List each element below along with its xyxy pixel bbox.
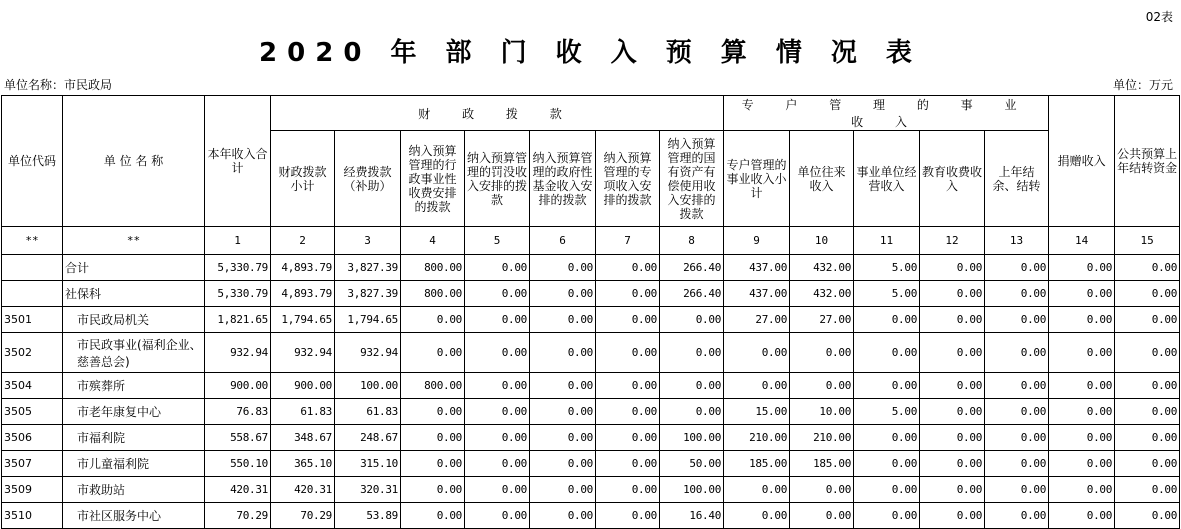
value-cell: 0.00 — [790, 333, 854, 373]
value-cell: 15.00 — [724, 399, 790, 425]
value-cell: 0.00 — [596, 333, 660, 373]
value-cell: 0.00 — [854, 477, 920, 503]
unit-name-cell: 市老年康复中心 — [63, 399, 205, 425]
value-cell: 0.00 — [530, 451, 596, 477]
value-cell: 0.00 — [854, 307, 920, 333]
unit-code-cell: 3506 — [2, 425, 63, 451]
value-cell: 3,827.39 — [335, 281, 401, 307]
value-cell: 0.00 — [724, 477, 790, 503]
unit-name-cell: 合计 — [63, 255, 205, 281]
value-cell: 5.00 — [854, 255, 920, 281]
value-cell: 1,794.65 — [335, 307, 401, 333]
value-cell: 0.00 — [660, 373, 724, 399]
value-cell: 0.00 — [1049, 425, 1115, 451]
value-cell: 0.00 — [596, 255, 660, 281]
value-cell: 0.00 — [1115, 399, 1180, 425]
table-row — [2, 477, 1180, 503]
unit-code-cell: 3510 — [2, 503, 63, 529]
value-cell: 0.00 — [854, 373, 920, 399]
header-fiscal-col: 纳入预算管理的罚没收入安排的拨款 — [465, 131, 530, 227]
header-unit-code: 单位代码 — [2, 96, 63, 227]
value-cell: 0.00 — [596, 425, 660, 451]
value-cell: 315.10 — [335, 451, 401, 477]
header-carryover: 公共预算上年结转资金 — [1115, 96, 1180, 227]
value-cell: 800.00 — [401, 255, 465, 281]
value-cell: 0.00 — [790, 503, 854, 529]
value-cell: 432.00 — [790, 255, 854, 281]
value-cell: 0.00 — [920, 255, 985, 281]
header-special-col: 事业单位经营收入 — [854, 131, 920, 227]
value-cell: 27.00 — [724, 307, 790, 333]
value-cell: 5,330.79 — [205, 255, 271, 281]
index-cell: 1 — [205, 227, 271, 255]
unit-name-cell: 市殡葬所 — [63, 373, 205, 399]
index-cell: ** — [63, 227, 205, 255]
unit-code-cell: 3509 — [2, 477, 63, 503]
header-total-income: 本年收入合计 — [205, 96, 271, 227]
value-cell: 0.00 — [920, 281, 985, 307]
value-cell: 0.00 — [920, 451, 985, 477]
value-cell: 0.00 — [660, 307, 724, 333]
value-cell: 420.31 — [205, 477, 271, 503]
header-donation: 捐赠收入 — [1049, 96, 1115, 227]
table-row — [2, 307, 1180, 333]
unit-name-cell: 市儿童福利院 — [63, 451, 205, 477]
value-cell: 0.00 — [465, 281, 530, 307]
value-cell: 100.00 — [660, 477, 724, 503]
value-cell: 0.00 — [1049, 255, 1115, 281]
value-cell: 0.00 — [660, 333, 724, 373]
table-row — [2, 451, 1180, 477]
header-fiscal-col: 纳入预算管理的行政事业性收费安排的拨款 — [401, 131, 465, 227]
value-cell: 0.00 — [790, 373, 854, 399]
value-cell: 420.31 — [271, 477, 335, 503]
table-row — [2, 281, 1180, 307]
value-cell: 0.00 — [1115, 477, 1180, 503]
value-cell: 0.00 — [465, 503, 530, 529]
column-index-row — [2, 227, 1180, 255]
value-cell: 0.00 — [401, 333, 465, 373]
value-cell: 800.00 — [401, 281, 465, 307]
value-cell: 0.00 — [1049, 373, 1115, 399]
value-cell: 900.00 — [205, 373, 271, 399]
value-cell: 50.00 — [660, 451, 724, 477]
value-cell: 0.00 — [920, 399, 985, 425]
header-fiscal-group: 财 政 拨 款 — [271, 96, 724, 131]
value-cell: 0.00 — [920, 477, 985, 503]
value-cell: 0.00 — [854, 451, 920, 477]
value-cell: 61.83 — [271, 399, 335, 425]
value-cell: 0.00 — [724, 503, 790, 529]
value-cell: 0.00 — [920, 503, 985, 529]
value-cell: 0.00 — [985, 307, 1049, 333]
value-cell: 53.89 — [335, 503, 401, 529]
value-cell: 5.00 — [854, 281, 920, 307]
value-cell: 0.00 — [660, 399, 724, 425]
value-cell: 0.00 — [854, 333, 920, 373]
value-cell: 1,794.65 — [271, 307, 335, 333]
value-cell: 0.00 — [985, 477, 1049, 503]
header-fiscal-col: 纳入预算管理的专项收入安排的拨款 — [596, 131, 660, 227]
index-cell: 9 — [724, 227, 790, 255]
value-cell: 0.00 — [530, 307, 596, 333]
value-cell: 0.00 — [985, 399, 1049, 425]
value-cell: 0.00 — [724, 333, 790, 373]
header-special-col: 专户管理的事业收入小计 — [724, 131, 790, 227]
value-cell: 0.00 — [596, 373, 660, 399]
table-row — [2, 255, 1180, 281]
value-cell: 0.00 — [920, 425, 985, 451]
value-cell: 4,893.79 — [271, 255, 335, 281]
value-cell: 0.00 — [985, 373, 1049, 399]
unit-name-cell: 市社区服务中心 — [63, 503, 205, 529]
value-cell: 0.00 — [920, 373, 985, 399]
value-cell: 0.00 — [401, 477, 465, 503]
value-cell: 0.00 — [530, 333, 596, 373]
value-cell: 432.00 — [790, 281, 854, 307]
unit-code-cell — [2, 255, 63, 281]
value-cell: 4,893.79 — [271, 281, 335, 307]
value-cell: 0.00 — [1115, 333, 1180, 373]
value-cell: 932.94 — [335, 333, 401, 373]
index-cell: 14 — [1049, 227, 1115, 255]
value-cell: 5.00 — [854, 399, 920, 425]
header-special-col: 教育收费收入 — [920, 131, 985, 227]
value-cell: 0.00 — [985, 255, 1049, 281]
value-cell: 0.00 — [596, 399, 660, 425]
unit-name-cell: 市民政事业(福利企业、慈善总会) — [63, 333, 205, 373]
value-cell: 5,330.79 — [205, 281, 271, 307]
unit-code-cell: 3505 — [2, 399, 63, 425]
header-special-col: 单位往来收入 — [790, 131, 854, 227]
value-cell: 900.00 — [271, 373, 335, 399]
index-cell: 13 — [985, 227, 1049, 255]
value-cell: 0.00 — [465, 255, 530, 281]
value-cell: 0.00 — [1049, 281, 1115, 307]
value-cell: 0.00 — [1049, 503, 1115, 529]
unit-name-cell: 社保科 — [63, 281, 205, 307]
value-cell: 0.00 — [854, 425, 920, 451]
value-cell: 0.00 — [530, 425, 596, 451]
index-cell: 11 — [854, 227, 920, 255]
value-cell: 61.83 — [335, 399, 401, 425]
value-cell: 348.67 — [271, 425, 335, 451]
value-cell: 0.00 — [1115, 373, 1180, 399]
index-cell: 3 — [335, 227, 401, 255]
value-cell: 0.00 — [1115, 255, 1180, 281]
unit-label: 单位：万元 — [1112, 78, 1173, 92]
value-cell: 437.00 — [724, 255, 790, 281]
header-fiscal-col: 财政拨款小计 — [271, 131, 335, 227]
header-unit-name: 单 位 名 称 — [63, 96, 205, 227]
value-cell: 0.00 — [465, 333, 530, 373]
value-cell: 0.00 — [1115, 281, 1180, 307]
table-number: 02表 — [1145, 10, 1173, 24]
value-cell: 0.00 — [854, 503, 920, 529]
value-cell: 550.10 — [205, 451, 271, 477]
index-cell: 6 — [530, 227, 596, 255]
value-cell: 0.00 — [920, 307, 985, 333]
unit-code-cell: 3502 — [2, 333, 63, 373]
value-cell: 0.00 — [596, 281, 660, 307]
value-cell: 0.00 — [465, 477, 530, 503]
index-cell: 5 — [465, 227, 530, 255]
value-cell: 210.00 — [790, 425, 854, 451]
value-cell: 0.00 — [401, 503, 465, 529]
value-cell: 185.00 — [724, 451, 790, 477]
table-row — [2, 333, 1180, 373]
unit-code-cell: 3501 — [2, 307, 63, 333]
value-cell: 320.31 — [335, 477, 401, 503]
unit-name-cell: 市福利院 — [63, 425, 205, 451]
value-cell: 0.00 — [596, 307, 660, 333]
value-cell: 0.00 — [530, 373, 596, 399]
index-cell: 10 — [790, 227, 854, 255]
value-cell: 932.94 — [205, 333, 271, 373]
unit-name-cell: 市民政局机关 — [63, 307, 205, 333]
value-cell: 558.67 — [205, 425, 271, 451]
value-cell: 70.29 — [271, 503, 335, 529]
value-cell: 266.40 — [660, 255, 724, 281]
value-cell: 10.00 — [790, 399, 854, 425]
index-cell: 4 — [401, 227, 465, 255]
value-cell: 76.83 — [205, 399, 271, 425]
value-cell: 0.00 — [401, 399, 465, 425]
unit-code-cell: 3507 — [2, 451, 63, 477]
unit-name-label: 单位名称：市民政局 — [4, 78, 113, 92]
value-cell: 0.00 — [596, 503, 660, 529]
value-cell: 16.40 — [660, 503, 724, 529]
unit-code-cell: 3504 — [2, 373, 63, 399]
index-cell: 7 — [596, 227, 660, 255]
value-cell: 0.00 — [465, 307, 530, 333]
value-cell: 0.00 — [596, 451, 660, 477]
header-special-col: 上年结余、结转 — [985, 131, 1049, 227]
value-cell: 0.00 — [1049, 307, 1115, 333]
header-fiscal-col: 纳入预算管理的国有资产有偿使用收入安排的拨款 — [660, 131, 724, 227]
value-cell: 437.00 — [724, 281, 790, 307]
value-cell: 0.00 — [790, 477, 854, 503]
value-cell: 0.00 — [530, 255, 596, 281]
value-cell: 0.00 — [985, 333, 1049, 373]
value-cell: 210.00 — [724, 425, 790, 451]
value-cell: 0.00 — [465, 425, 530, 451]
value-cell: 0.00 — [1115, 503, 1180, 529]
header-fiscal-col: 经费拨款（补助） — [335, 131, 401, 227]
value-cell: 0.00 — [530, 503, 596, 529]
value-cell: 0.00 — [530, 477, 596, 503]
unit-code-cell — [2, 281, 63, 307]
index-cell: 8 — [660, 227, 724, 255]
value-cell: 248.67 — [335, 425, 401, 451]
header-fiscal-col: 纳入预算管理的政府性基金收入安排的拨款 — [530, 131, 596, 227]
header-special-group: 专 户 管 理 的 事 业 收 入 — [724, 96, 1049, 131]
value-cell: 100.00 — [335, 373, 401, 399]
value-cell: 0.00 — [985, 503, 1049, 529]
index-cell: 2 — [271, 227, 335, 255]
value-cell: 0.00 — [1115, 307, 1180, 333]
value-cell: 0.00 — [530, 399, 596, 425]
value-cell: 0.00 — [401, 307, 465, 333]
value-cell: 0.00 — [1049, 333, 1115, 373]
value-cell: 0.00 — [920, 333, 985, 373]
value-cell: 0.00 — [401, 451, 465, 477]
value-cell: 0.00 — [985, 425, 1049, 451]
value-cell: 0.00 — [465, 373, 530, 399]
unit-name-cell: 市救助站 — [63, 477, 205, 503]
value-cell: 0.00 — [465, 399, 530, 425]
value-cell: 0.00 — [1049, 477, 1115, 503]
value-cell: 0.00 — [1115, 451, 1180, 477]
index-cell: ** — [2, 227, 63, 255]
value-cell: 0.00 — [596, 477, 660, 503]
value-cell: 3,827.39 — [335, 255, 401, 281]
index-cell: 15 — [1115, 227, 1180, 255]
table-row — [2, 425, 1180, 451]
value-cell: 0.00 — [1049, 399, 1115, 425]
value-cell: 0.00 — [1049, 451, 1115, 477]
table-row — [2, 399, 1180, 425]
value-cell: 800.00 — [401, 373, 465, 399]
value-cell: 365.10 — [271, 451, 335, 477]
value-cell: 0.00 — [465, 451, 530, 477]
value-cell: 0.00 — [985, 451, 1049, 477]
page-title: 2020 年 部 门 收 入 预 算 情 况 表 — [259, 38, 922, 68]
value-cell: 100.00 — [660, 425, 724, 451]
value-cell: 0.00 — [530, 281, 596, 307]
value-cell: 185.00 — [790, 451, 854, 477]
value-cell: 70.29 — [205, 503, 271, 529]
value-cell: 0.00 — [401, 425, 465, 451]
value-cell: 27.00 — [790, 307, 854, 333]
table-row — [2, 373, 1180, 399]
value-cell: 266.40 — [660, 281, 724, 307]
budget-table — [1, 95, 1180, 529]
value-cell: 0.00 — [724, 373, 790, 399]
value-cell: 0.00 — [985, 281, 1049, 307]
value-cell: 0.00 — [1115, 425, 1180, 451]
value-cell: 932.94 — [271, 333, 335, 373]
index-cell: 12 — [920, 227, 985, 255]
value-cell: 1,821.65 — [205, 307, 271, 333]
